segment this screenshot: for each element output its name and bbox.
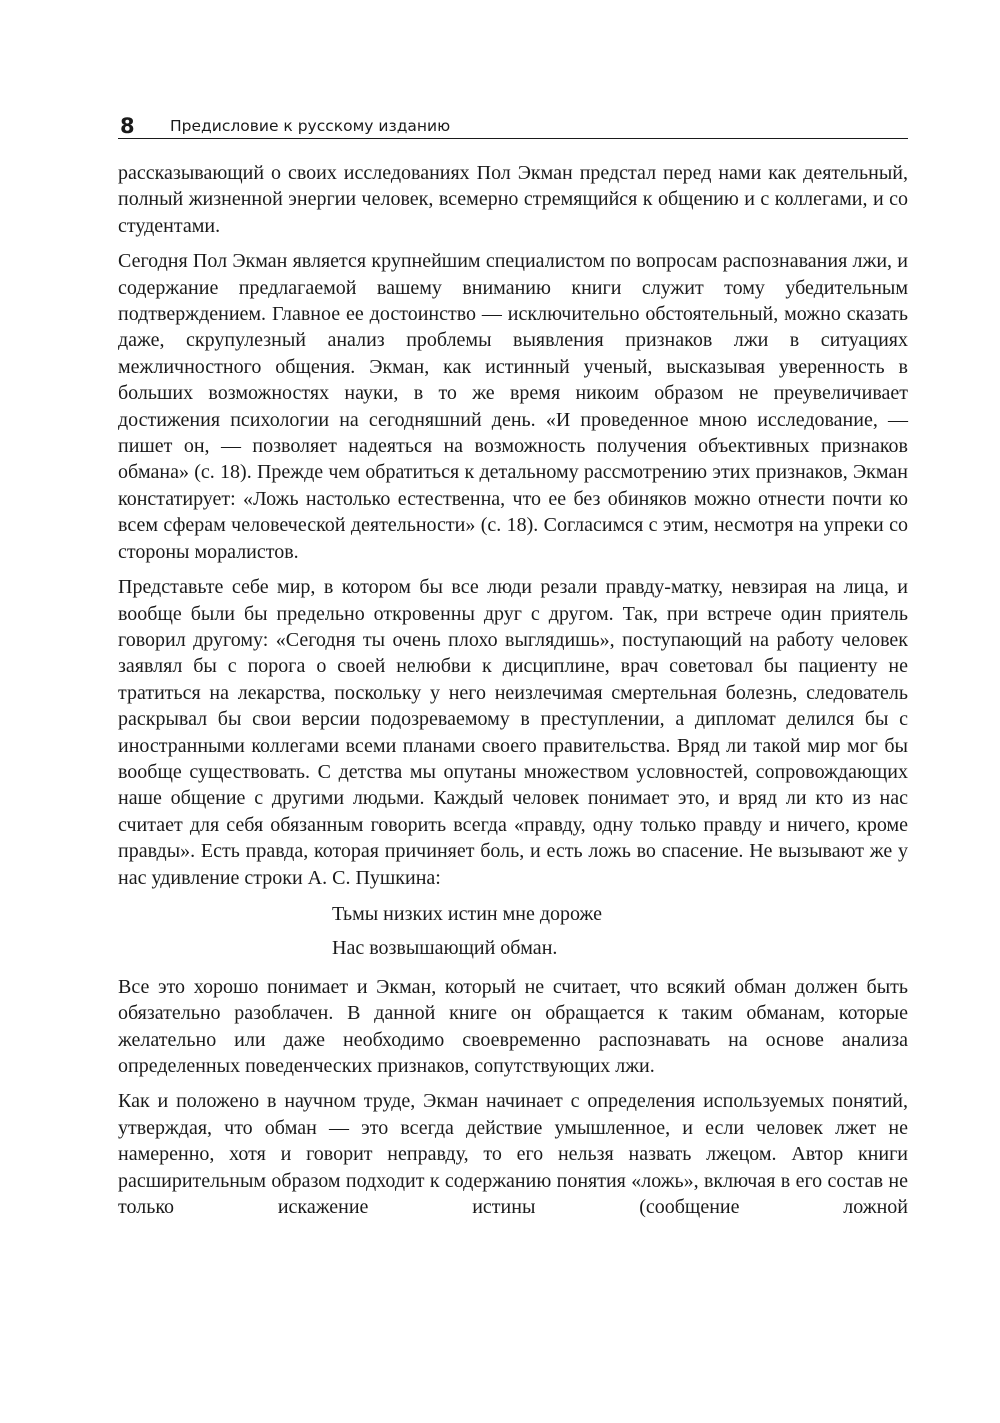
paragraph: рассказывающий о своих исследованиях Пол Экман предстал перед нами как деятельный, полный жизненной энергии человек, всемерно стремящийся к общению и с коллегами, и со студентами. bbox=[118, 162, 908, 237]
page-number: 8 bbox=[120, 114, 135, 138]
verse-quote bbox=[332, 901, 908, 962]
paragraph: Все это хорошо понимает и Экман, который не считает, что всякий обман должен быть обязательно разоблачен. В данной книге он обращается к таким обманам, которые желательно или даже необходимо своевременно распознавать на основе анализа определенных поведенческих признаков, сопутствующих лжи. bbox=[118, 975, 908, 1077]
running-head bbox=[118, 112, 908, 139]
verse-line: Нас возвышающий обман. bbox=[332, 937, 558, 960]
verse-line: Тьмы низких истин мне дороже bbox=[332, 902, 602, 925]
paragraph: Сегодня Пол Экман является крупнейшим специалистом по вопросам распознавания лжи, и содержание предлагаемой вашему вниманию книги служит тому убедительным подтверждением. Главное ее достоинство — исключительно обстоятельный, можно сказать даже, скрупулезный анализ проблемы выявления признаков лжи в ситуациях межличностного общения. Экман, как истинный ученый, высказывая уверенность в больших возможностях науки, в то же время никоим образом не преувеличивает достижения психологии на сегодняшний день. «И проведенное мною исследование, — пишет он, — позволяет надеяться на возможность получения объективных признаков обмана» (с. 18). Прежде чем обратиться к детальному рассмотрению этих признаков, Экман констатирует: «Ложь настолько естественна, что ее без обиняков можно отнести почти ко всем сферам человеческой деятельности» (с. 18). Согласимся с этим, несмотря на упреки со стороны моралистов. bbox=[118, 250, 908, 563]
running-title: Предисловие к русскому изданию bbox=[170, 117, 451, 135]
body-text bbox=[118, 160, 908, 1229]
paragraph: Представьте себе мир, в котором бы все люди резали правду-матку, невзирая на лица, и вообще были бы предельно откровенны друг с другом. Так, при встрече один приятель говорил другому: «Сегодня ты очень плохо выглядишь», поступающий на работу человек заявлял бы с порога о своей нелюбви к дисциплине, врач советовал бы пациенту не тратиться на лекарства, поскольку у него неизлечимая смертельная болезнь, следователь раскрывал бы свои версии подозреваемому в преступлении, а дипломат делился бы с иностранными коллегами всеми планами своего правительства. Вряд ли такой мир мог бы вообще существовать. С детства мы опутаны множеством условностей, сопровождающих наше общение с другими людьми. Каждый человек понимает это, и вряд ли кто из нас считает для себя обязанным говорить всегда «правду, одну только правду и ничего, кроме правды». Есть правда, которая причиняет боль, и есть ложь во спасение. Не вызывают же у нас удивление строки А. С. Пушкина: bbox=[118, 576, 908, 889]
paragraph: Как и положено в научном труде, Экман начинает с определения используемых понятий, утверждая, что обман — это всегда действие умышленное, и если человек лжет не намеренно, хотя и говорит неправду, то его нельзя назвать лжецом. Автор книги расширительным образом подходит к содержанию понятия «ложь», включая в его состав не только искажение истины (сообщение ложной bbox=[118, 1090, 908, 1219]
